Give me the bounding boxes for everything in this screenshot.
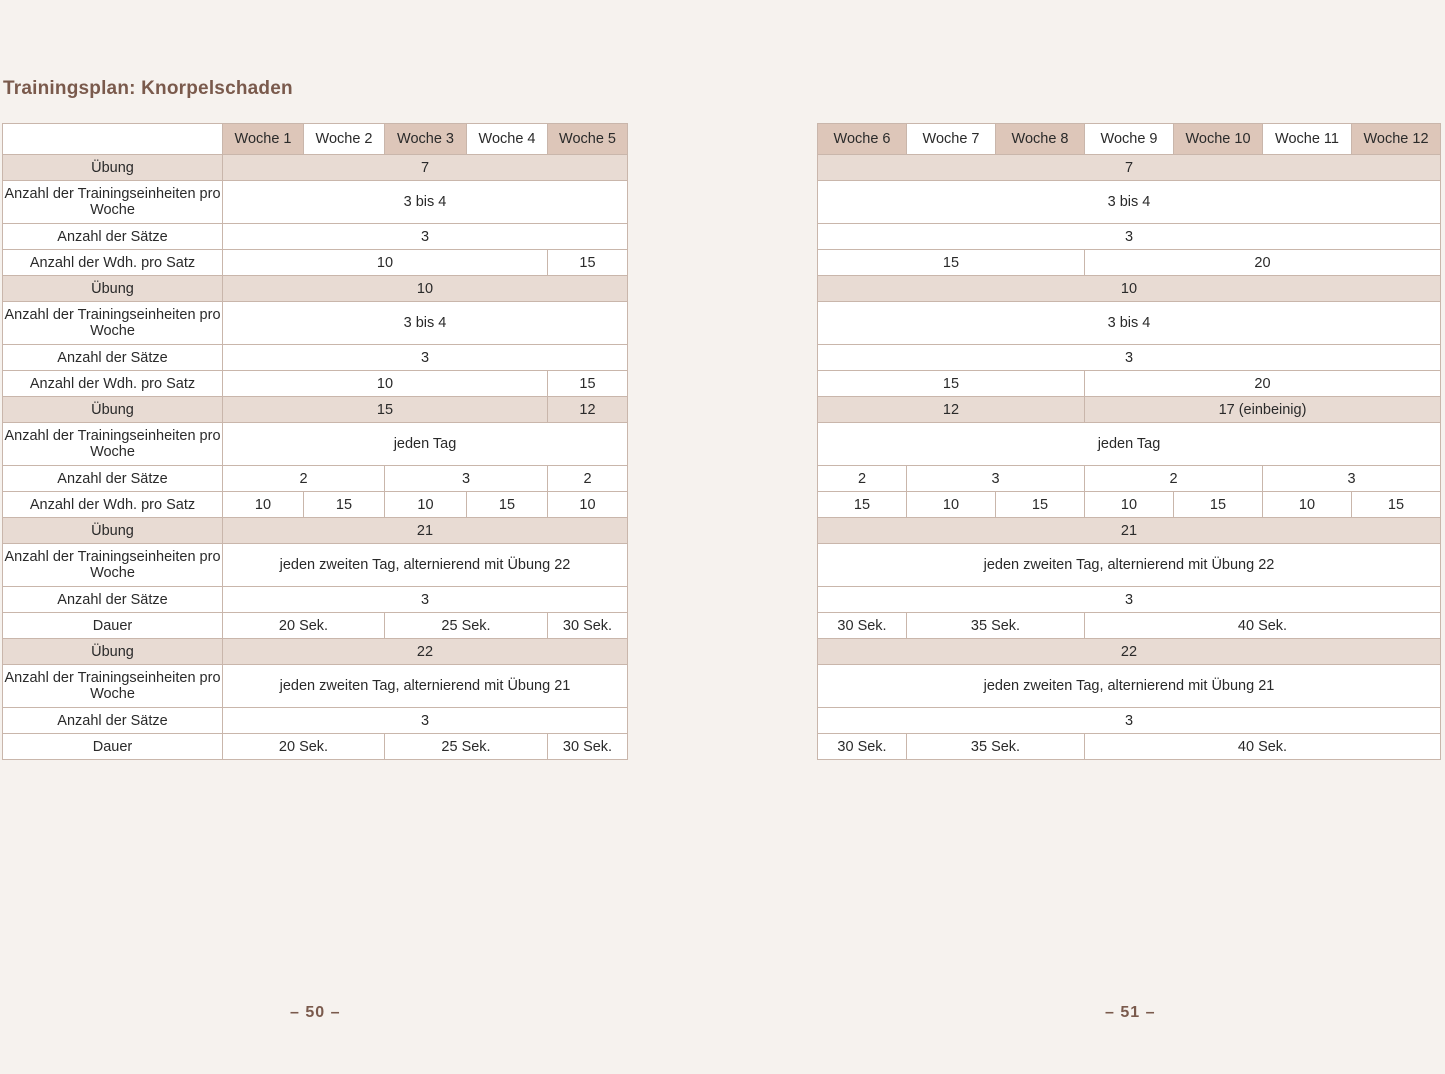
- reps-row: [818, 371, 1441, 397]
- sessions-value: 3 bis 4: [223, 181, 628, 224]
- duration-row: [3, 734, 628, 760]
- exercise-row: [3, 518, 628, 544]
- reps-value: 15: [548, 250, 628, 276]
- reps-value: 10: [1085, 492, 1174, 518]
- row-label: Übung: [3, 639, 223, 665]
- sets-value: 2: [1085, 466, 1263, 492]
- exercise-row: [3, 639, 628, 665]
- row-label: Anzahl der Trainingseinheiten pro Woche: [3, 181, 223, 224]
- exercise-row: [818, 639, 1441, 665]
- sessions-row: [3, 423, 628, 466]
- header-blank-cell: [3, 124, 223, 155]
- row-label: Übung: [3, 276, 223, 302]
- reps-value: 10: [1263, 492, 1352, 518]
- reps-row: [818, 492, 1441, 518]
- sets-value: 3: [818, 224, 1441, 250]
- sets-row: [3, 345, 628, 371]
- sets-value: 3: [907, 466, 1085, 492]
- exercise-number: 22: [818, 639, 1441, 665]
- duration-value: 35 Sek.: [907, 613, 1085, 639]
- reps-value: 10: [548, 492, 628, 518]
- exercise-row: [818, 155, 1441, 181]
- sessions-value: jeden Tag: [818, 423, 1441, 466]
- week-header: Woche 12: [1352, 124, 1441, 155]
- reps-value: 15: [304, 492, 385, 518]
- sessions-row: [818, 302, 1441, 345]
- week-header: Woche 4: [467, 124, 548, 155]
- sessions-value: jeden zweiten Tag, alternierend mit Übung 21: [818, 665, 1441, 708]
- sets-value: 3: [818, 587, 1441, 613]
- exercise-number: 15: [223, 397, 548, 423]
- sessions-row: [3, 181, 628, 224]
- row-label: Anzahl der Trainingseinheiten pro Woche: [3, 665, 223, 708]
- row-label: Anzahl der Wdh. pro Satz: [3, 250, 223, 276]
- sets-row: [818, 708, 1441, 734]
- duration-value: 40 Sek.: [1085, 734, 1441, 760]
- row-label: Dauer: [3, 734, 223, 760]
- duration-value: 35 Sek.: [907, 734, 1085, 760]
- reps-value: 10: [385, 492, 467, 518]
- reps-value: 10: [907, 492, 996, 518]
- page-number-left: – 50 –: [290, 1004, 341, 1021]
- week-header-row: [818, 124, 1441, 155]
- row-label: Dauer: [3, 613, 223, 639]
- sets-value: 3: [818, 345, 1441, 371]
- training-table-weeks-6-12: [817, 123, 1441, 760]
- row-label: Anzahl der Sätze: [3, 708, 223, 734]
- duration-value: 40 Sek.: [1085, 613, 1441, 639]
- reps-value: 15: [818, 250, 1085, 276]
- duration-row: [818, 734, 1441, 760]
- sessions-value: jeden zweiten Tag, alternierend mit Übung 22: [223, 544, 628, 587]
- sets-value: 3: [223, 587, 628, 613]
- reps-row: [3, 250, 628, 276]
- reps-value: 20: [1085, 371, 1441, 397]
- sets-value: 3: [223, 708, 628, 734]
- training-table-weeks-1-5: [2, 123, 628, 760]
- exercise-number: 22: [223, 639, 628, 665]
- sessions-row: [3, 665, 628, 708]
- duration-value: 25 Sek.: [385, 613, 548, 639]
- exercise-number: 7: [223, 155, 628, 181]
- reps-value: 10: [223, 371, 548, 397]
- reps-row: [3, 371, 628, 397]
- exercise-number: 21: [818, 518, 1441, 544]
- duration-value: 30 Sek.: [818, 613, 907, 639]
- reps-value: 15: [1174, 492, 1263, 518]
- exercise-row: [3, 397, 628, 423]
- sets-row: [818, 345, 1441, 371]
- sets-value: 2: [548, 466, 628, 492]
- exercise-number: 7: [818, 155, 1441, 181]
- reps-value: 15: [548, 371, 628, 397]
- sessions-row: [3, 302, 628, 345]
- exercise-number: 12: [548, 397, 628, 423]
- sets-row: [3, 466, 628, 492]
- sets-row: [818, 466, 1441, 492]
- exercise-number: 21: [223, 518, 628, 544]
- exercise-number: 12: [818, 397, 1085, 423]
- reps-value: 15: [467, 492, 548, 518]
- row-label: Anzahl der Sätze: [3, 587, 223, 613]
- exercise-number: 10: [818, 276, 1441, 302]
- week-header-row: [3, 124, 628, 155]
- reps-value: 15: [818, 371, 1085, 397]
- sets-value: 3: [818, 708, 1441, 734]
- reps-value: 15: [818, 492, 907, 518]
- sets-row: [3, 708, 628, 734]
- exercise-row: [818, 397, 1441, 423]
- sessions-row: [818, 181, 1441, 224]
- row-label: Anzahl der Trainingseinheiten pro Woche: [3, 423, 223, 466]
- exercise-row: [818, 276, 1441, 302]
- duration-value: 25 Sek.: [385, 734, 548, 760]
- page-number-right: – 51 –: [1105, 1004, 1156, 1021]
- sets-row: [3, 587, 628, 613]
- row-label: Übung: [3, 397, 223, 423]
- week-header: Woche 8: [996, 124, 1085, 155]
- duration-row: [818, 613, 1441, 639]
- sets-value: 3: [223, 345, 628, 371]
- week-header: Woche 2: [304, 124, 385, 155]
- sessions-value: 3 bis 4: [818, 302, 1441, 345]
- reps-value: 20: [1085, 250, 1441, 276]
- week-header: Woche 9: [1085, 124, 1174, 155]
- exercise-row: [3, 155, 628, 181]
- exercise-row: [818, 518, 1441, 544]
- row-label: Übung: [3, 518, 223, 544]
- sets-value: 2: [223, 466, 385, 492]
- exercise-number: 17 (einbeinig): [1085, 397, 1441, 423]
- duration-value: 20 Sek.: [223, 734, 385, 760]
- reps-value: 15: [996, 492, 1085, 518]
- row-label: Anzahl der Sätze: [3, 224, 223, 250]
- week-header: Woche 6: [818, 124, 907, 155]
- week-header: Woche 10: [1174, 124, 1263, 155]
- exercise-row: [3, 276, 628, 302]
- reps-value: 10: [223, 250, 548, 276]
- sessions-row: [3, 544, 628, 587]
- sets-value: 3: [223, 224, 628, 250]
- sessions-value: 3 bis 4: [223, 302, 628, 345]
- sessions-value: jeden Tag: [223, 423, 628, 466]
- sets-row: [818, 587, 1441, 613]
- sets-row: [818, 224, 1441, 250]
- sessions-row: [818, 423, 1441, 466]
- week-header: Woche 11: [1263, 124, 1352, 155]
- duration-value: 30 Sek.: [818, 734, 907, 760]
- reps-row: [818, 250, 1441, 276]
- duration-value: 30 Sek.: [548, 734, 628, 760]
- sets-value: 3: [385, 466, 548, 492]
- week-header: Woche 5: [548, 124, 628, 155]
- sessions-value: jeden zweiten Tag, alternierend mit Übung 21: [223, 665, 628, 708]
- row-label: Übung: [3, 155, 223, 181]
- week-header: Woche 3: [385, 124, 467, 155]
- sets-row: [3, 224, 628, 250]
- row-label: Anzahl der Trainingseinheiten pro Woche: [3, 544, 223, 587]
- duration-row: [3, 613, 628, 639]
- reps-value: 15: [1352, 492, 1441, 518]
- week-header: Woche 1: [223, 124, 304, 155]
- sets-value: 3: [1263, 466, 1441, 492]
- sessions-row: [818, 544, 1441, 587]
- exercise-number: 10: [223, 276, 628, 302]
- reps-row: [3, 492, 628, 518]
- sessions-row: [818, 665, 1441, 708]
- row-label: Anzahl der Trainingseinheiten pro Woche: [3, 302, 223, 345]
- row-label: Anzahl der Wdh. pro Satz: [3, 492, 223, 518]
- sets-value: 2: [818, 466, 907, 492]
- row-label: Anzahl der Sätze: [3, 345, 223, 371]
- sessions-value: 3 bis 4: [818, 181, 1441, 224]
- reps-value: 10: [223, 492, 304, 518]
- duration-value: 30 Sek.: [548, 613, 628, 639]
- week-header: Woche 7: [907, 124, 996, 155]
- page-title: Trainingsplan: Knorpelschaden: [3, 78, 293, 99]
- row-label: Anzahl der Sätze: [3, 466, 223, 492]
- row-label: Anzahl der Wdh. pro Satz: [3, 371, 223, 397]
- sessions-value: jeden zweiten Tag, alternierend mit Übung 22: [818, 544, 1441, 587]
- duration-value: 20 Sek.: [223, 613, 385, 639]
